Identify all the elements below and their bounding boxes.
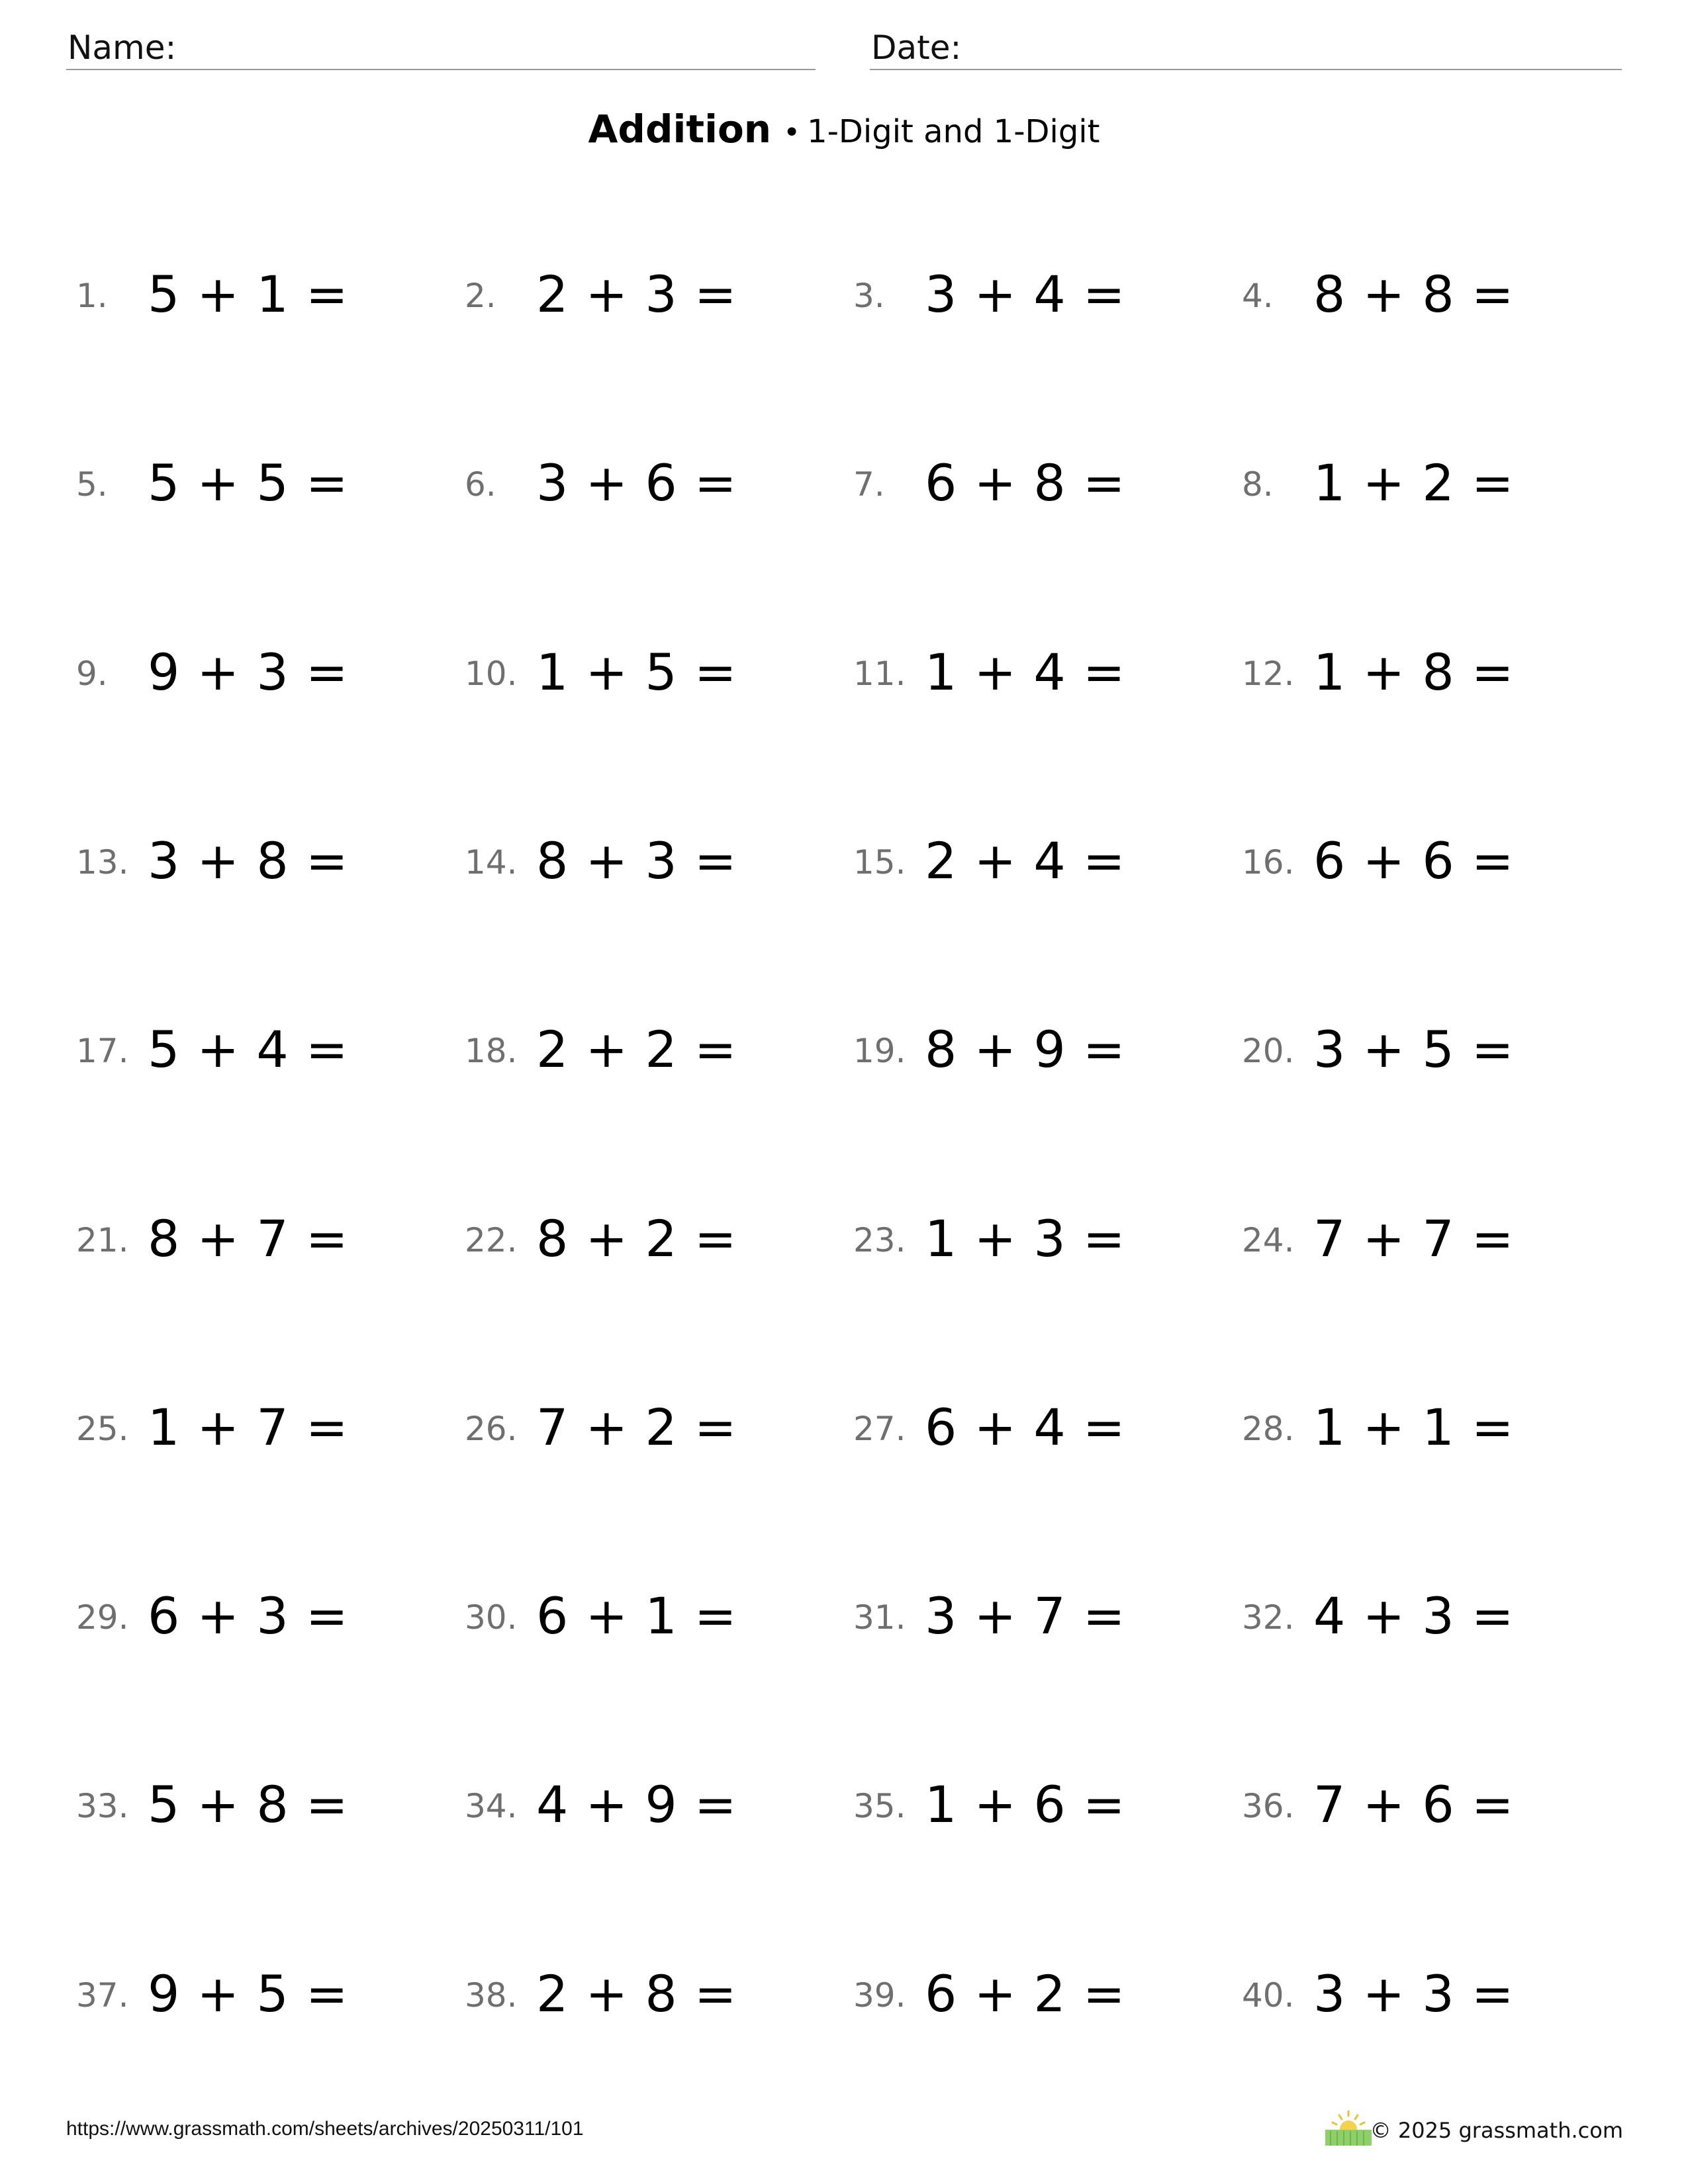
problem-number: 9.: [76, 655, 108, 693]
problem-number: 29.: [76, 1598, 129, 1637]
problem-number: 27.: [853, 1410, 906, 1448]
problem-expression: 8 + 8 =: [1313, 265, 1515, 324]
problem-expression: 6 + 4 =: [925, 1398, 1126, 1457]
problem-number: 23.: [853, 1221, 906, 1259]
problem-number: 36.: [1242, 1787, 1295, 1825]
problem-number: 24.: [1242, 1221, 1295, 1259]
problem-number: 38.: [465, 1976, 518, 2015]
problem-number: 1.: [76, 277, 108, 315]
problem-expression: 3 + 6 =: [536, 453, 737, 512]
problem-expression: 9 + 5 =: [148, 1964, 349, 2023]
problem-expression: 5 + 4 =: [148, 1020, 349, 1079]
problem-number: 7.: [853, 465, 885, 504]
title-main: Addition: [588, 107, 772, 152]
problem-number: 10.: [465, 655, 518, 693]
title-subtitle: 1-Digit and 1-Digit: [807, 113, 1100, 150]
problem-number: 4.: [1242, 277, 1274, 315]
title-separator: •: [783, 116, 801, 150]
problem-number: 35.: [853, 1787, 906, 1825]
problem-number: 40.: [1242, 1976, 1295, 2015]
problem-expression: 1 + 4 =: [925, 643, 1126, 702]
problem-expression: 3 + 4 =: [925, 265, 1126, 324]
name-label: Name:: [68, 28, 177, 67]
problem-expression: 5 + 1 =: [148, 265, 349, 324]
problem-number: 32.: [1242, 1598, 1295, 1637]
problem-expression: 1 + 1 =: [1313, 1398, 1515, 1457]
problem-number: 33.: [76, 1787, 129, 1825]
problem-number: 8.: [1242, 465, 1274, 504]
problem-expression: 8 + 3 =: [536, 831, 737, 890]
problem-expression: 7 + 6 =: [1313, 1775, 1515, 1834]
problem-number: 11.: [853, 655, 906, 693]
date-field[interactable]: [870, 24, 1622, 70]
problem-expression: 5 + 8 =: [148, 1775, 349, 1834]
problem-expression: 2 + 8 =: [536, 1964, 737, 2023]
problem-expression: 1 + 8 =: [1313, 643, 1515, 702]
problem-number: 18.: [465, 1032, 518, 1070]
problem-expression: 8 + 9 =: [925, 1020, 1126, 1079]
problem-expression: 3 + 5 =: [1313, 1020, 1515, 1079]
copyright-text: © 2025 grassmath.com: [1370, 2118, 1623, 2143]
footer-brand: [1324, 2109, 1623, 2148]
problem-number: 39.: [853, 1976, 906, 2015]
problem-expression: 1 + 6 =: [925, 1775, 1126, 1834]
problem-number: 16.: [1242, 843, 1295, 882]
problem-expression: 4 + 9 =: [536, 1775, 737, 1834]
problem-number: 21.: [76, 1221, 129, 1259]
problem-expression: 6 + 1 =: [536, 1586, 737, 1645]
problem-expression: 2 + 2 =: [536, 1020, 737, 1079]
problem-expression: 6 + 2 =: [925, 1964, 1126, 2023]
problem-expression: 6 + 6 =: [1313, 831, 1515, 890]
problem-number: 6.: [465, 465, 496, 504]
problem-number: 28.: [1242, 1410, 1295, 1448]
problem-expression: 2 + 4 =: [925, 831, 1126, 890]
problem-number: 14.: [465, 843, 518, 882]
problem-expression: 3 + 8 =: [148, 831, 349, 890]
problem-expression: 1 + 7 =: [148, 1398, 349, 1457]
problem-number: 17.: [76, 1032, 129, 1070]
problem-expression: 1 + 5 =: [536, 643, 737, 702]
date-label: Date:: [871, 28, 962, 67]
footer-url[interactable]: https://www.grassmath.com/sheets/archives/20250311/101: [66, 2118, 584, 2140]
problem-expression: 6 + 8 =: [925, 453, 1126, 512]
problem-expression: 4 + 3 =: [1313, 1586, 1515, 1645]
problem-expression: 5 + 5 =: [148, 453, 349, 512]
problem-expression: 3 + 3 =: [1313, 1964, 1515, 2023]
problem-number: 12.: [1242, 655, 1295, 693]
problem-expression: 1 + 2 =: [1313, 453, 1515, 512]
problem-number: 26.: [465, 1410, 518, 1448]
problem-number: 30.: [465, 1598, 518, 1637]
worksheet-title: [0, 103, 1688, 165]
problem-number: 19.: [853, 1032, 906, 1070]
problem-expression: 8 + 2 =: [536, 1209, 737, 1268]
problem-number: 37.: [76, 1976, 129, 2015]
problem-expression: 3 + 7 =: [925, 1586, 1126, 1645]
problem-number: 5.: [76, 465, 108, 504]
sun-over-grass-icon: [1324, 2109, 1373, 2146]
problem-number: 31.: [853, 1598, 906, 1637]
problem-expression: 7 + 7 =: [1313, 1209, 1515, 1268]
problem-number: 34.: [465, 1787, 518, 1825]
problem-number: 15.: [853, 843, 906, 882]
problem-expression: 1 + 3 =: [925, 1209, 1126, 1268]
problem-number: 20.: [1242, 1032, 1295, 1070]
problem-number: 2.: [465, 277, 496, 315]
problem-expression: 8 + 7 =: [148, 1209, 349, 1268]
problem-number: 13.: [76, 843, 129, 882]
problem-expression: 6 + 3 =: [148, 1586, 349, 1645]
problem-number: 25.: [76, 1410, 129, 1448]
problem-expression: 9 + 3 =: [148, 643, 349, 702]
problem-number: 3.: [853, 277, 885, 315]
problem-expression: 2 + 3 =: [536, 265, 737, 324]
problem-number: 22.: [465, 1221, 518, 1259]
name-field[interactable]: [66, 24, 816, 70]
problem-expression: 7 + 2 =: [536, 1398, 737, 1457]
